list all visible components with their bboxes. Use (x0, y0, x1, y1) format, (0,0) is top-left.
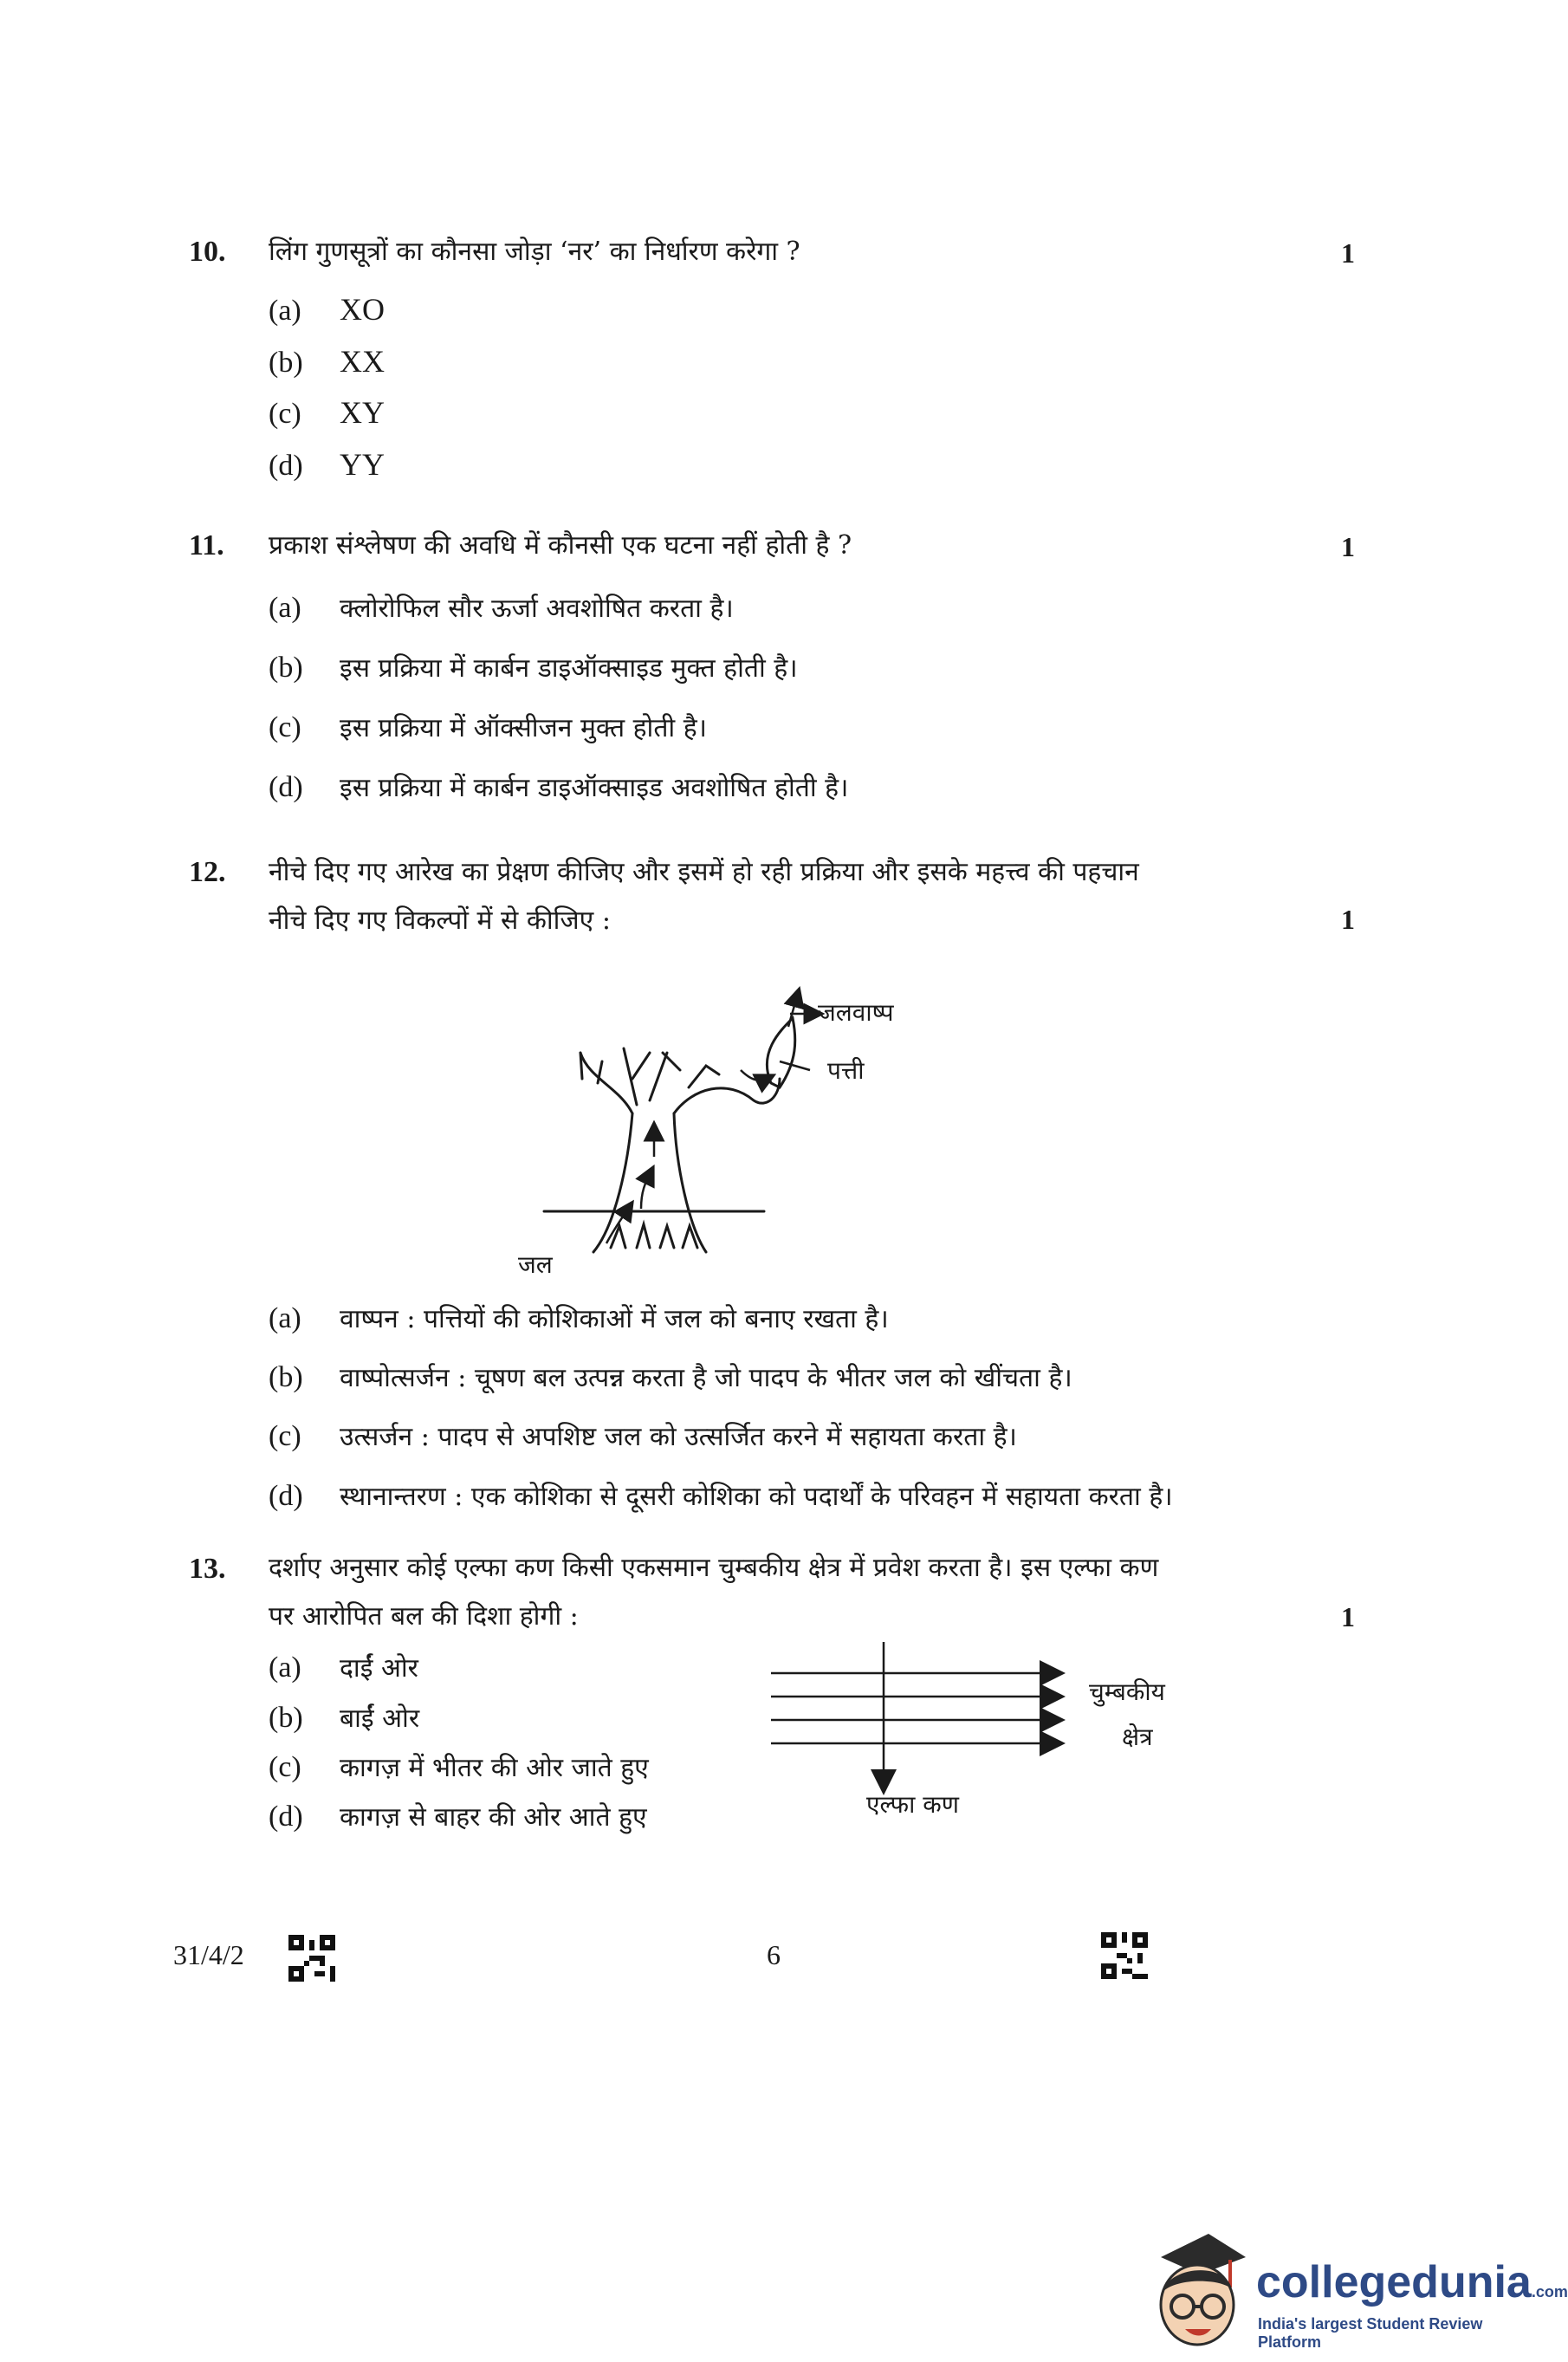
water-to-leaf-arrow (741, 1070, 767, 1080)
q13-option-c: (c) कागज़ में भीतर की ओर जाते हुए (269, 1751, 649, 1783)
magnetic-field-diagram (762, 1642, 1074, 1802)
page-number: 6 (767, 1939, 781, 1970)
q13-option-b: (b) बाईं ओर (269, 1702, 420, 1734)
question-12-marks: 1 (1341, 904, 1355, 935)
q12-option-b: (b) वाष्पोत्सर्जन : चूषण बल उत्पन्न करता है जो पादप के भीतर जल को खींचता है। (269, 1361, 1072, 1393)
question-10-number: 10. (189, 236, 226, 268)
q10-option-a: (a) XO (269, 292, 385, 327)
question-13-text-line1: दर्शाए अनुसार कोई एल्फा कण किसी एकसमान चुम्बकीय क्षेत्र में प्रवेश करता है। इस एल्फा कण (269, 1553, 1159, 1583)
q12-option-c: (c) उत्सर्जन : पादप से अपशिष्ट जल को उत्सर्जित करने में सहायता करता है। (269, 1420, 1017, 1452)
question-13-marks: 1 (1341, 1601, 1355, 1632)
question-12-text-line1: नीचे दिए गए आरेख का प्रेक्षण कीजिए और इसमें हो रही प्रक्रिया और इसके महत्त्व की पहचान (269, 857, 1139, 887)
qr-code-icon (288, 1935, 335, 1982)
label-alpha-particle: एल्फा कण (866, 1790, 959, 1819)
q12-option-d: (d) स्थानान्तरण : एक कोशिका से दूसरी कोशिका को पदार्थों के परिवहन में सहायता करता है। (269, 1480, 1173, 1512)
q10-option-c: (c) XY (269, 395, 385, 430)
label-leaf: पत्ती (827, 1056, 865, 1085)
q13-option-d: (d) कागज़ से बाहर की ओर आते हुए (269, 1801, 647, 1833)
logo-wordmark: collegedunia.com (1256, 2257, 1568, 2307)
q11-option-b: (b) इस प्रक्रिया में कार्बन डाइऑक्साइड मुक्त होती है। (269, 652, 798, 684)
water-up-arrow (641, 1174, 650, 1209)
paper-code: 31/4/2 (173, 1939, 244, 1970)
question-13-text-line2: पर आरोपित बल की दिशा होगी : (269, 1601, 579, 1632)
question-13-number: 13. (189, 1553, 226, 1585)
q10-option-b: (b) XX (269, 344, 385, 379)
qr-code-icon (1101, 1932, 1148, 1979)
question-11-marks: 1 (1341, 531, 1355, 562)
q11-option-c: (c) इस प्रक्रिया में ऑक्सीजन मुक्त होती है। (269, 711, 708, 743)
question-12-number: 12. (189, 856, 226, 888)
logo-tagline: India's largest Student Review Platform (1258, 2315, 1483, 2351)
question-11-number: 11. (189, 529, 224, 561)
leaf (767, 1018, 794, 1087)
tree-trunk-right (674, 1113, 706, 1252)
q11-option-a: (a) क्लोरोफिल सौर ऊर्जा अवशोषित करता है। (269, 592, 734, 624)
collegedunia-logo (1144, 2227, 1568, 2357)
question-12-text-line2: नीचे दिए गए विकल्पों में से कीजिए : (269, 905, 611, 936)
q12-option-a: (a) वाष्पन : पत्तियों की कोशिकाओं में जल को बनाए रखता है। (269, 1302, 889, 1334)
label-magnetic: चुम्बकीय (1089, 1677, 1165, 1706)
transpiration-tree-diagram (520, 949, 970, 1287)
question-11-text: प्रकाश संश्लेषण की अवधि में कौनसी एक घटना नहीं होती है ? (269, 530, 852, 561)
label-water: जल (518, 1250, 553, 1279)
q10-option-d: (d) YY (269, 447, 385, 482)
question-10-text: लिंग गुणसूत्रों का कौनसा जोड़ा ‘नर’ का निर्धारण करेगा ? (269, 237, 800, 267)
student-mascot-icon (1144, 2227, 1252, 2357)
label-water-vapour: जलवाष्प (818, 998, 894, 1027)
q13-option-a: (a) दाईं ओर (269, 1651, 418, 1684)
q11-option-d: (d) इस प्रक्रिया में कार्बन डाइऑक्साइड अवशोषित होती है। (269, 771, 849, 803)
question-10-marks: 1 (1341, 237, 1355, 269)
leaf-label-line (780, 1061, 810, 1070)
label-field: क्षेत्र (1122, 1723, 1153, 1751)
branch (580, 1053, 632, 1113)
